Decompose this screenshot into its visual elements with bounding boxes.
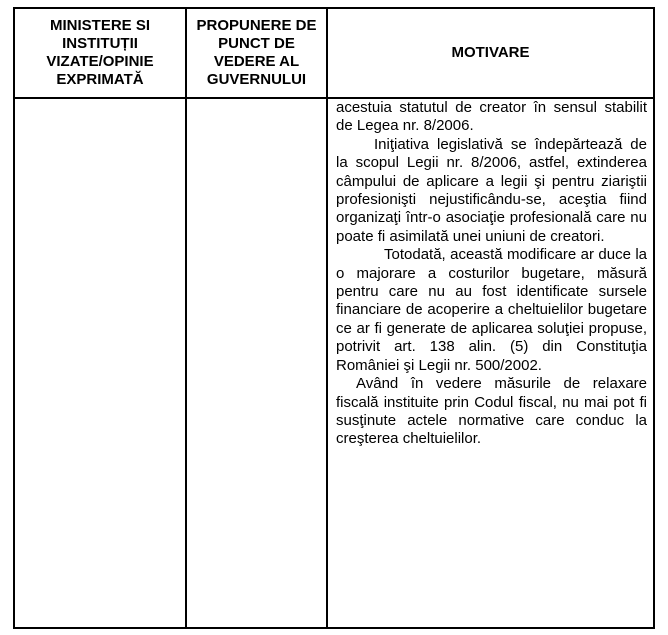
header-propunere	[186, 8, 327, 98]
opinion-table	[13, 7, 655, 629]
header-ministere	[14, 8, 186, 98]
motivare-paragraph: Totodată, această modificare ar duce la o majorare a costurilor bugetare, măsură pentru care nu au fost identificate sursele financiare de acoperire a cheltuielilor bugetare ce ar fi generate de aplicarea soluţiei propuse, potrivit art. 138 alin. (5) din Constituţia României şi Legii nr. 500/2002.	[336, 246, 647, 374]
header-row	[14, 8, 654, 98]
header-ministere-label: MINISTERE SI INSTITUȚII VIZATE/OPINIE EXPRIMATĂ	[46, 17, 154, 88]
cell-ministere	[14, 98, 186, 628]
cell-propunere	[186, 98, 327, 628]
header-propunere-label: PROPUNERE DE PUNCT DE VEDERE AL GUVERNULUI	[196, 17, 317, 88]
table-row	[14, 98, 654, 628]
header-motivare	[327, 8, 654, 98]
motivare-paragraph: acestuia statutul de creator în sensul stabilit de Legea nr. 8/2006.	[336, 99, 647, 135]
cell-motivare	[327, 98, 654, 628]
motivare-paragraph: Având în vedere măsurile de relaxare fiscală instituite prin Codul fiscal, nu mai pot fi susţinute actele normative care conduc la creşterea cheltuielilor.	[336, 375, 647, 448]
header-motivare-label: MOTIVARE	[451, 44, 530, 61]
motivare-paragraph: Iniţiativa legislativă se îndepărtează de la scopul Legii nr. 8/2006, astfel, extinderea câmpului de aplicare a legii şi pentru ziariştii profesionişti nejustificându-se, aceştia fiind organizaţi într-o asociaţie profesională care nu poate fi asimilată unei uniuni de creatori.	[336, 135, 647, 245]
